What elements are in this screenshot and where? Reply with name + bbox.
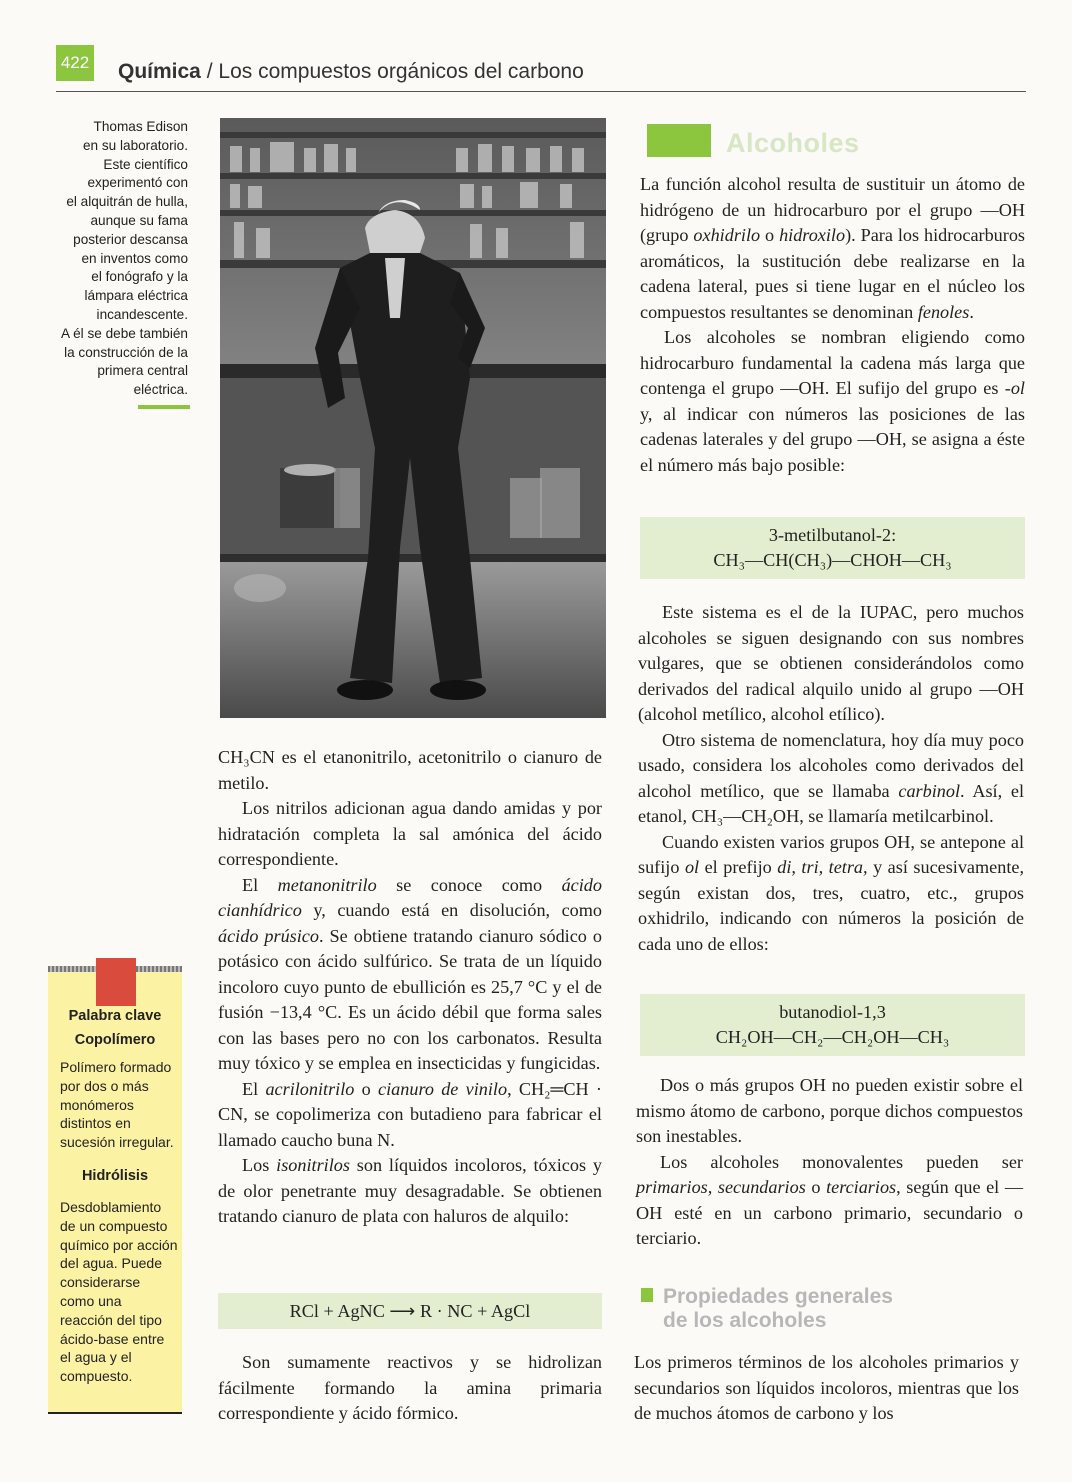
caption-line: la construcción de la (64, 344, 188, 360)
caption-line: en inventos como (81, 250, 188, 266)
header-rule (56, 91, 1026, 92)
paragraph: La función alcohol resulta de sustituir un átomo de hidrógeno de un hidrocarburo por el grupo —OH (grupo oxhidrilo o hidroxilo). Para los hidrocarburos aromáticos, la sustitución debe realizarse en la cadena lateral, pues si tiene lugar en el núcleo los compuestos resultantes se denominan fenoles. (640, 174, 1026, 322)
paragraph: Los isonitrilos son líquidos incoloros, tóxicos y de olor penetrante muy desagradable. Se obtienen tratando cianuro de plata con haluros de alquilo: (218, 1155, 603, 1226)
paragraph: Dos o más grupos OH no pueden existir sobre el mismo átomo de carbono, porque dichos compuestos son inestables. (636, 1075, 1023, 1146)
paragraph: Son sumamente reactivos y se hidrolizan fácilmente formando la amina primaria correspondiente y ácido fórmico. (218, 1352, 602, 1423)
term-emphasis: ol (684, 857, 700, 877)
middle-column-end (218, 1350, 602, 1427)
right-column-3 (636, 1073, 1023, 1252)
formula: CH₃—CH(CH₃)—CHOH—CH₃ (713, 550, 952, 570)
header-separator: / (206, 60, 213, 83)
term-emphasis: di, tri, tetra, (777, 857, 868, 877)
formula-name: 3-metilbutanol-2: (768, 525, 897, 545)
caption-line: el fonógrafo y la (91, 269, 188, 285)
paragraph: Los primeros términos de los alcoholes primarios y secundarios son líquidos incoloros, mientras que los de muchos átomos de carbono y los (634, 1352, 1019, 1423)
caption-accent-bar (138, 405, 190, 409)
page-number: 422 (56, 45, 94, 81)
paragraph: El metanonitrilo se conoce como ácido cianhídrico y, cuando está en disolución, como ácido prúsico. Se obtiene tratando cianuro sódico o potásico con ácido sulfúrico. Se trata de un líquido incoloro cuyo punto de ebullición es 25,7 °C y el de fusión −13,4 °C. Es un ácido débil que forma sales con las bases pero no con los carbonatos. Resulta muy tóxico y se emplea en insecticidas y fungicidas. (218, 874, 602, 1073)
caption-line: incandescente. (96, 306, 188, 322)
caption-line: en su laboratorio. (82, 137, 188, 153)
sidebar-term: Copolímero (74, 1032, 156, 1048)
term-emphasis: metanonitrilo (277, 874, 377, 895)
keyword-sidebar (48, 972, 182, 1414)
term-emphasis: carbinol (898, 780, 961, 801)
paragraph: CH₃CN es el etanonitrilo, acetonitrilo o cianuro de metilo. (218, 747, 602, 793)
caption-line: aunque su fama (90, 212, 188, 228)
formula-name: butanodiol-1,3 (779, 1002, 886, 1022)
term-emphasis: fenoles (917, 301, 970, 322)
sidebar-definition: Polímero formado por dos o más monómeros distintos en sucesión irregular. (60, 1059, 174, 1151)
photo-caption (40, 118, 188, 400)
formula-box (640, 517, 1025, 579)
term-emphasis: cianuro de vinilo (378, 1078, 508, 1099)
term-emphasis: -ol (1004, 378, 1025, 398)
term-emphasis: terciarios (826, 1177, 897, 1197)
paragraph: Este sistema es el de la IUPAC, pero muchos alcoholes se siguen designando con sus nombres vulgares, que se obtienen considerándolos como derivados del radical alquilo unido al grupo —OH (alcohol metílico, alcohol etílico). (638, 602, 1024, 724)
sidebar-term: Hidrólisis (81, 1168, 149, 1184)
term-emphasis: hidroxilo (779, 225, 846, 245)
right-column-2 (638, 600, 1024, 957)
subsection-heading-line: Propiedades generales (663, 1285, 893, 1308)
sidebar-tab (96, 958, 136, 1006)
term-emphasis: primarios, secundarios (636, 1177, 806, 1197)
formula-box: RCl + AgNC ⟶ R · NC + AgCl (218, 1293, 602, 1329)
term-emphasis: isonitrilos (276, 1155, 350, 1175)
book-title: Química (118, 60, 201, 83)
caption-line: A él se debe también (61, 325, 188, 341)
caption-line: Este científico (103, 156, 188, 172)
edison-photo (220, 118, 606, 718)
caption-line: eléctrica. (133, 382, 188, 398)
caption-line: lámpara eléctrica (84, 288, 188, 304)
paragraph: Cuando existen varios grupos OH, se antepone al sufijo ol el prefijo di, tri, tetra, y así sucesivamente, según existan dos, tres, cuatro, etc., grupos oxhidrilo, indicando con números la posición de cada uno de ellos: (638, 831, 1024, 954)
formula: CH₂OH—CH₂—CH₂OH—CH₃ (715, 1027, 950, 1047)
photo-edison-icon (220, 118, 606, 718)
paragraph: Los nitrilos adicionan agua dando amidas y por hidratación completa la sal amónica del ácido correspondiente. (218, 798, 602, 869)
section-marker (647, 124, 711, 157)
paragraph: Los alcoholes se nombran eligiendo como hidrocarburo fundamental la cadena más larga que contenga el grupo —OH. El sufijo del grupo es -ol y, al indicar con números las posiciones de las cadenas laterales y del grupo —OH, se asigna a éste el número más bajo posible: (640, 327, 1025, 475)
paragraph: Los alcoholes monovalentes pueden ser primarios, secundarios o terciarios, según que el —OH esté en un carbono primario, secundario o terciario. (636, 1151, 1024, 1248)
sidebar-title: Palabra clave (68, 1008, 162, 1024)
subsection-heading (663, 1285, 893, 1333)
term-emphasis: oxhidrilo (693, 225, 761, 245)
caption-line: el alquitrán de hulla, (66, 194, 188, 210)
middle-column (218, 745, 602, 1230)
section-heading: Alcoholes (726, 128, 860, 158)
term-emphasis: ácido prúsico (218, 925, 319, 946)
formula-box (640, 994, 1025, 1056)
caption-line: Thomas Edison (93, 119, 188, 134)
running-header (118, 60, 584, 84)
subsection-marker (641, 1288, 653, 1302)
subsection-heading-line: de los alcoholes (663, 1309, 827, 1332)
term-emphasis: acrilonitrilo (265, 1078, 355, 1099)
paragraph: Otro sistema de nomenclatura, hoy día muy poco usado, considera los alcoholes como derivados del alcohol metílico, que se llamaba carbinol. Así, el etanol, CH₃—CH₂OH, se llamaría metilcarbinol. (638, 729, 1025, 826)
chapter-title: Los compuestos orgánicos del carbono (218, 60, 584, 83)
sidebar-definition: Desdoblamiento de un compuesto químico por acción del agua. Puede considerarse como una reacción del tipo ácido-base entre el agua y el compuesto. (60, 1199, 178, 1385)
paragraph: El acrilonitrilo o cianuro de vinilo, CH₂═CH · CN, se copolimeriza con butadieno para fabricar el llamado caucho buna N. (218, 1078, 602, 1150)
caption-line: posterior descansa (73, 231, 188, 247)
caption-line: experimentó con (87, 175, 188, 191)
caption-line: primera central (97, 363, 188, 379)
right-column-4 (634, 1350, 1019, 1427)
right-column (640, 172, 1025, 478)
term-emphasis: ácido cianhídrico (218, 874, 602, 920)
